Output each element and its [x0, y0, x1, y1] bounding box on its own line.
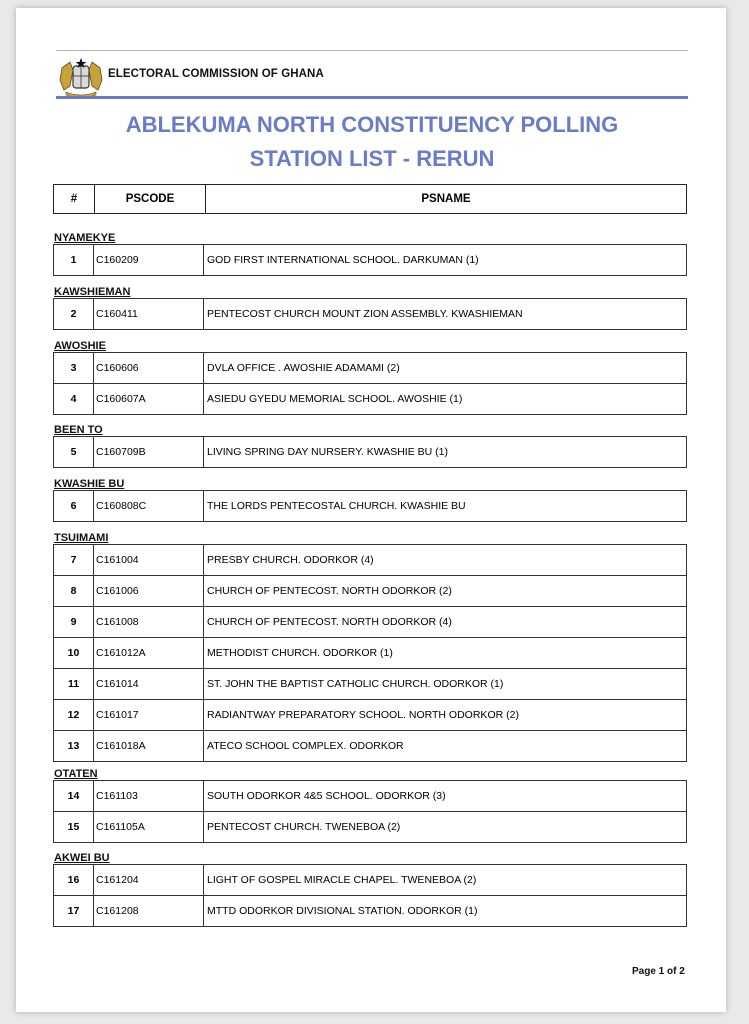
row-psname: LIVING SPRING DAY NURSERY. KWASHIE BU (1)	[207, 446, 448, 458]
row-number: 2	[54, 299, 94, 329]
row-number: 6	[54, 491, 94, 521]
table-row	[54, 437, 686, 467]
row-pscode: C161017	[94, 700, 204, 730]
row-psname: PRESBY CHURCH. ODORKOR (4)	[207, 554, 374, 566]
row-psname: THE LORDS PENTECOSTAL CHURCH. KWASHIE BU	[207, 500, 466, 512]
row-number: 16	[54, 865, 94, 895]
col-header-psname: PSNAME	[421, 193, 471, 205]
row-pscode: C160411	[94, 299, 204, 329]
row-pscode: C161004	[94, 545, 204, 575]
title-line-2: STATION LIST - RERUN	[249, 146, 495, 171]
row-psname: RADIANTWAY PREPARATORY SCHOOL. NORTH ODORKOR (2)	[207, 709, 519, 721]
row-psname: METHODIST CHURCH. ODORKOR (1)	[207, 647, 393, 659]
document-page	[16, 8, 726, 1012]
row-pscode: C161208	[94, 896, 204, 926]
row-pscode: C160607A	[94, 384, 204, 414]
row-psname: CHURCH OF PENTECOST. NORTH ODORKOR (2)	[207, 585, 452, 597]
header-rule	[56, 96, 688, 99]
row-number: 15	[54, 812, 94, 842]
table-row	[54, 607, 686, 638]
group-table	[53, 864, 687, 927]
header-top-rule	[56, 50, 688, 51]
group-label: TSUIMAMI	[54, 532, 109, 544]
row-psname: ASIEDU GYEDU MEMORIAL SCHOOL. AWOSHIE (1)	[207, 393, 463, 405]
page-number: Page 1 of 2	[632, 966, 685, 977]
row-number: 5	[54, 437, 94, 467]
row-psname: PENTECOST CHURCH MOUNT ZION ASSEMBLY. KWASHIEMAN	[207, 308, 523, 320]
group-table	[53, 244, 687, 276]
group-table	[53, 352, 687, 415]
table-row	[54, 638, 686, 669]
coat-of-arms-icon	[56, 56, 106, 100]
table-row	[54, 865, 686, 896]
col-header-number: #	[54, 185, 95, 213]
row-pscode: C161006	[94, 576, 204, 606]
table-row	[54, 245, 686, 275]
row-pscode: C160808C	[94, 491, 204, 521]
table-row	[54, 669, 686, 700]
table-row	[54, 812, 686, 842]
group-table	[53, 780, 687, 843]
row-pscode: C161008	[94, 607, 204, 637]
row-psname: PENTECOST CHURCH. TWENEBOA (2)	[207, 821, 401, 833]
table-row	[54, 353, 686, 384]
row-pscode: C161105A	[94, 812, 204, 842]
table-row	[54, 781, 686, 812]
table-row	[54, 700, 686, 731]
table-row	[54, 896, 686, 926]
table-row	[54, 545, 686, 576]
group-label: AWOSHIE	[54, 340, 106, 352]
table-row	[54, 731, 686, 761]
row-number: 8	[54, 576, 94, 606]
table-row	[54, 576, 686, 607]
page-title	[56, 108, 688, 176]
row-number: 11	[54, 669, 94, 699]
row-pscode: C161018A	[94, 731, 204, 761]
col-header-pscode: PSCODE	[95, 185, 206, 213]
row-pscode: C160709B	[94, 437, 204, 467]
row-psname: ATECO SCHOOL COMPLEX. ODORKOR	[207, 740, 404, 752]
row-pscode: C161204	[94, 865, 204, 895]
row-number: 1	[54, 245, 94, 275]
row-number: 14	[54, 781, 94, 811]
org-name: ELECTORAL COMMISSION OF GHANA	[108, 68, 324, 80]
row-psname: GOD FIRST INTERNATIONAL SCHOOL. DARKUMAN (1)	[207, 254, 479, 266]
group-table	[53, 436, 687, 468]
row-number: 12	[54, 700, 94, 730]
row-number: 7	[54, 545, 94, 575]
row-pscode: C160606	[94, 353, 204, 383]
row-number: 10	[54, 638, 94, 668]
table-row	[54, 384, 686, 414]
row-psname: SOUTH ODORKOR 4&5 SCHOOL. ODORKOR (3)	[207, 790, 446, 802]
row-number: 13	[54, 731, 94, 761]
row-number: 9	[54, 607, 94, 637]
group-label: NYAMEKYE	[54, 232, 116, 244]
row-psname: LIGHT OF GOSPEL MIRACLE CHAPEL. TWENEBOA (2)	[207, 874, 477, 886]
row-pscode: C161103	[94, 781, 204, 811]
table-header	[53, 184, 687, 214]
group-label: KWASHIE BU	[54, 478, 125, 490]
group-label: OTATEN	[54, 768, 98, 780]
group-table	[53, 298, 687, 330]
title-line-1: ABLEKUMA NORTH CONSTITUENCY POLLING	[125, 112, 619, 137]
group-table	[53, 544, 687, 762]
row-pscode: C161014	[94, 669, 204, 699]
group-label: KAWSHIEMAN	[54, 286, 131, 298]
row-psname: MTTD ODORKOR DIVISIONAL STATION. ODORKOR (1)	[207, 905, 478, 917]
row-number: 4	[54, 384, 94, 414]
row-psname: DVLA OFFICE . AWOSHIE ADAMAMI (2)	[207, 362, 400, 374]
row-psname: CHURCH OF PENTECOST. NORTH ODORKOR (4)	[207, 616, 452, 628]
group-label: AKWEI BU	[54, 852, 110, 864]
group-label: BEEN TO	[54, 424, 103, 436]
row-number: 3	[54, 353, 94, 383]
row-number: 17	[54, 896, 94, 926]
group-table	[53, 490, 687, 522]
table-row	[54, 491, 686, 521]
row-psname: ST. JOHN THE BAPTIST CATHOLIC CHURCH. ODORKOR (1)	[207, 678, 504, 690]
row-pscode: C160209	[94, 245, 204, 275]
table-row	[54, 299, 686, 329]
row-pscode: C161012A	[94, 638, 204, 668]
